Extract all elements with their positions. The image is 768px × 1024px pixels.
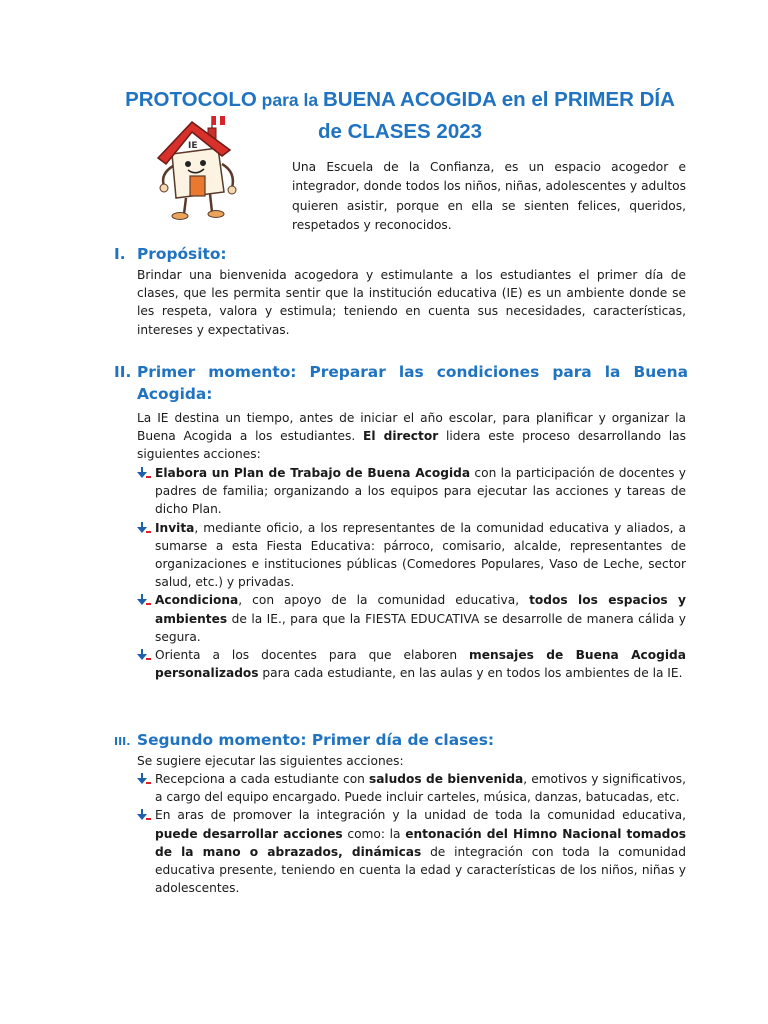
list-item [137, 519, 686, 592]
bullet-text: , emotivos y significativos, a cargo del equipo encargado. Puede incluir carteles, música, danzas, batucadas, etc. [155, 772, 686, 805]
bullet-bold-text: todos los espacios y ambientes [155, 593, 687, 626]
bullet-arrow-icon [137, 467, 151, 479]
bullet-text: de integración con toda la comunidad educativa presente, teniendo en cuenta la edad y características de los niños, niñas y adolescentes. [155, 844, 686, 896]
bullet-bold-text: puede desarrollar acciones [155, 826, 343, 841]
intro-paragraph: Una Escuela de la Confianza, es un espacio acogedor e integrador, donde todos los niños, niñas, adolescentes y adultos quieren asistir, porque en ella se sienten felices, queridos, respetados y reconocidos. [292, 160, 686, 232]
bullet-text: Recepciona a cada estudiante con [155, 772, 369, 786]
section-3-title: Segundo momento: Primer día de clases: [137, 731, 495, 749]
bullet-bold-text: saludos de bienvenida [368, 772, 524, 786]
title-main-phrase: BUENA ACOGIDA en el PRIMER DÍA [322, 88, 675, 111]
section-1-number: I. [114, 245, 126, 263]
section-3-bullet-list [137, 770, 686, 897]
bullet-arrow-icon [137, 522, 151, 534]
section-1-text: Brindar una bienvenida acogedora y estimulante a los estudiantes el primer día de clases, que les permita sentir que la institución educativa (IE) es un ambiente donde se les respeta, valora y estimula; teniendo en cuenta sus necesidades, características, intereses y expectativas. [137, 268, 686, 337]
bullet-arrow-icon [137, 809, 151, 821]
section-3-heading [114, 729, 688, 753]
bullet-bold-text: Acondiciona [155, 593, 239, 608]
bullet-arrow-icon [137, 594, 151, 606]
section-3-number: III. [114, 735, 131, 748]
bullet-text: para cada estudiante, en las aulas y en todos los ambientes de la IE. [258, 666, 683, 681]
title-line-1 [100, 84, 700, 116]
section-2-heading [114, 361, 688, 405]
section-1-heading [114, 243, 688, 265]
house-mascot-illustration [148, 114, 248, 224]
title-connector: para la [256, 90, 323, 110]
section-2-intro-director: El director [363, 429, 439, 444]
section-2-intro-text-end: lidera este proceso desarrollando las siguientes acciones: [137, 429, 686, 462]
house-sign-text: IE [188, 141, 198, 151]
bullet-text: como: la [342, 826, 406, 841]
section-2-intro-text: La IE destina un tiempo, antes de iniciar el año escolar, para planificar y organizar la Buena Acogida a los estudiantes. [137, 411, 686, 444]
bullet-text: En aras de promover la integración y la unidad de toda la comunidad educativa, [155, 808, 686, 823]
section-2-intro [137, 409, 686, 464]
bullet-text: Orienta a los docentes para que elaboren [155, 648, 470, 663]
bullet-text: con la participación de docentes y padres de familia; organizando a los equipos para ejecutar las acciones y tareas de dicho Plan. [155, 466, 687, 517]
list-item [137, 464, 686, 519]
list-item [137, 770, 686, 806]
bullet-bold-text: Elabora un Plan de Trabajo de Buena Acogida [155, 466, 471, 480]
bullet-bold-text: Invita [155, 520, 195, 535]
section-2-number: II. [114, 363, 132, 381]
list-item [137, 646, 686, 682]
bullet-arrow-icon [137, 773, 151, 785]
list-item [137, 806, 686, 897]
section-3-intro: Se sugiere ejecutar las siguientes acciones: [137, 754, 404, 768]
bullet-text: , mediante oficio, a los representantes de la comunidad educativa y aliados, a sumarse a esta Fiesta Educativa: párroco, comisario, alcalde, representantes de organizaciones e instituciones públicas (Comedores Populares, Vaso de Leche, sector salud, etc.) y privadas. [155, 520, 686, 590]
section-2-bullet-list [137, 464, 686, 682]
list-item [137, 591, 686, 646]
bullet-arrow-icon [137, 649, 151, 661]
title-word-protocolo: PROTOCOLO [125, 88, 257, 111]
section-2-title-line-2: Acogida: [137, 385, 213, 403]
bullet-bold-text: entonación del Himno Nacional tomados de la mano o abrazados, dinámicas [155, 826, 687, 859]
bullet-bold-text: mensajes de Buena Acogida personalizados [155, 648, 686, 681]
bullet-text: , con apoyo de la comunidad educativa, [238, 593, 530, 608]
section-2-title-line-1: Primer momento: Preparar las condiciones para la Buena [137, 363, 688, 381]
section-1-title: Propósito: [137, 245, 227, 263]
bullet-text: de la IE., para que la FIESTA EDUCATIVA se desarrolle de manera cálida y segura. [155, 611, 686, 644]
title-line-2: de CLASES 2023 [317, 120, 483, 143]
